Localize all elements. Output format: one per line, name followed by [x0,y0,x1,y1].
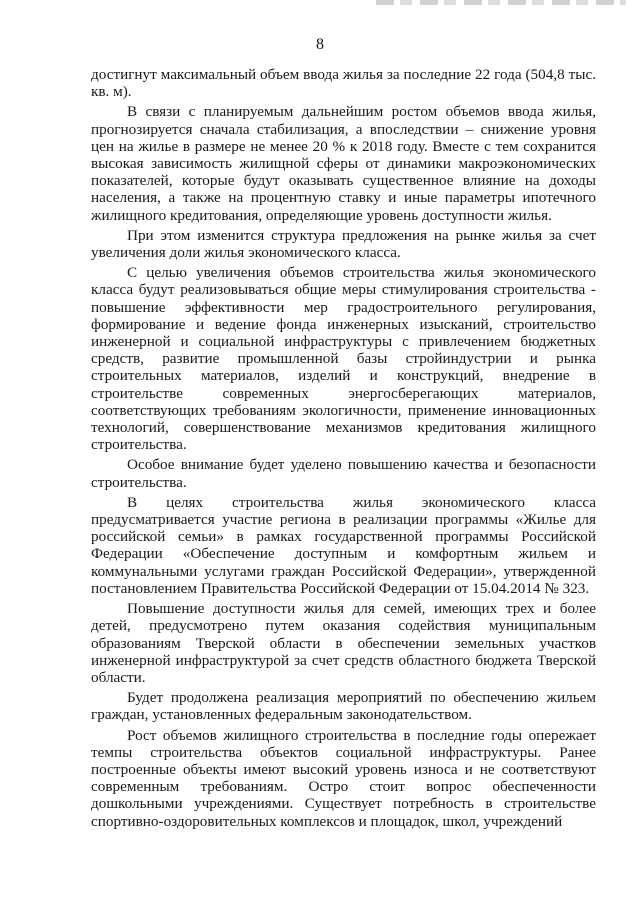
paragraph: Рост объемов жилищного строительства в последние годы опережает темпы строительства объектов социальной инфраструктуры. Ранее построенные объекты имеют высокий уровень износа и не соответствуют современным требованиям. Остро стоит вопрос обеспеченности дошкольными учреждениями. Существует потребность в строительстве спортивно-оздоровительных комплексов и площадок, школ, учреждений [91,726,596,830]
paragraph: Повышение доступности жилья для семей, имеющих трех и более детей, предусмотрено путем оказания содействия муниципальным образованиям Тверской области в обеспечении земельных участков инженерной инфраструктурой за счет средств областного бюджета Тверской области. [91,600,596,686]
page-number: 8 [316,36,324,53]
paragraph: При этом изменится структура предложения на рынке жилья за счет увеличения доли жилья экономического класса. [91,226,596,262]
paragraph: достигнут максимальный объем ввода жилья за последние 22 года (504,8 тыс. кв. м). [91,66,596,101]
paragraph: В целях строительства жилья экономического класса предусматривается участие региона в реализации программы «Жилье для российской семьи» в рамках государственной программы Российской Федерации «Обеспечение доступным и комфортным жильем и коммунальными услугами граждан Российской Федерации», утвержденной постановлением Правительства Российской Федерации от 15.04.2014 № 323. [91,493,596,597]
scan-artifact [376,0,626,5]
paragraph: В связи с планируемым дальнейшим ростом объемов ввода жилья, прогнозируется сначала стабилизация, а впоследствии – снижение уровня цен на жилье в размере не менее 20 % к 2018 году. Вместе с тем сохранится высокая зависимость жилищной сферы от динамики макроэкономических показателей, которые будут оказывать существенное влияние на доходы населения, а также на процентную ставку и иные параметры ипотечного жилищного кредитования, определяющие уровень доступности жилья. [91,103,596,224]
paragraph: Будет продолжена реализация мероприятий по обеспечению жильем граждан, установленных федеральным законодательством. [91,689,596,724]
document-body [91,66,596,833]
paragraph: С целью увеличения объемов строительства жилья экономического класса будут реализовываться общие меры стимулирования строительства - повышение эффективности мер градостроительного регулирования, формирование и ведение фонда инженерных изысканий, строительство инженерной и социальной инфраструктуры с привлечением бюджетных средств, развитие промышленной базы стройиндустрии и рынка строительных материалов, изделий и конструкций, внедрение в строительстве современных энергосберегающих материалов, соответствующих требованиям экологичности, применение инновационных технологий, совершенствование механизмов кредитования жилищного строительства. [91,264,596,454]
paragraph: Особое внимание будет уделено повышению качества и безопасности строительства. [91,456,596,491]
